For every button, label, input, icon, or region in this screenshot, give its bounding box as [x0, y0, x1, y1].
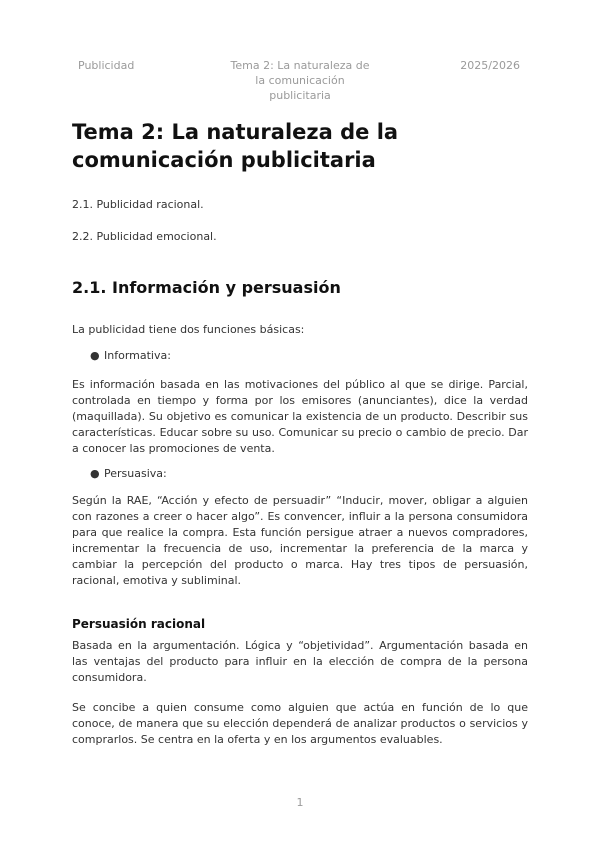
paragraph-persuasiva: Según la RAE, “Acción y efecto de persuadir” “Inducir, mover, obligar a alguien con razones a creer o hacer algo”. Es convencer, influir a la persona consumidora para que realice la compra. Esta función persigue atraer a nuevos compradores, incrementar la frecuencia de uso, incrementar la preferencia de la marca y cambiar la percepción del producto o marca. Hay tres tipos de persuasión, racional, emotiva y subliminal. — [72, 494, 528, 587]
bullet-informativa — [90, 349, 171, 362]
header-topic: Tema 2: La naturaleza de la comunicación publicitaria — [230, 59, 370, 102]
bullet-dot-icon: ● — [90, 467, 100, 480]
toc-item-racional: 2.1. Publicidad racional. — [72, 198, 204, 211]
bullet-persuasiva — [90, 467, 167, 480]
paragraph-racional-2: Se concibe a quien consume como alguien que actúa en función de lo que conoce, de manera que su elección dependerá de analizar productos o servicios y comprarlos. Se centra en la oferta y en los argumentos evaluables. — [72, 701, 528, 746]
paragraph-informativa: Es información basada en las motivaciones del público al que se dirige. Parcial, controlada en tiempo y forma por los emisores (anunciantes), dice la verdad (maquillada). Su objetivo es comunicar la existencia de un producto. Describir sus características. Educar sobre su uso. Comunicar su precio o cambio de precio. Dar a conocer las promociones de venta. — [72, 378, 528, 455]
page-number: 1 — [296, 796, 304, 809]
toc-item-emocional: 2.2. Publicidad emocional. — [72, 230, 217, 243]
bullet-dot-icon: ● — [90, 349, 100, 362]
bullet-label: Persuasiva: — [104, 467, 167, 480]
bullet-label: Informativa: — [104, 349, 171, 362]
subsection-heading: Persuasión racional — [72, 617, 206, 631]
paragraph-racional-1: Basada en la argumentación. Lógica y “objetividad”. Argumentación basada en las ventajas del producto para influir en la elección de compra de la persona consumidora. — [72, 639, 528, 684]
document-title: Tema 2: La naturaleza de la comunicación publicitaria — [72, 120, 399, 172]
section-intro: La publicidad tiene dos funciones básicas: — [72, 323, 305, 336]
section-heading: 2.1. Información y persuasión — [72, 278, 341, 297]
header-course: Publicidad — [78, 59, 135, 72]
header-year: 2025/2026 — [460, 59, 520, 72]
